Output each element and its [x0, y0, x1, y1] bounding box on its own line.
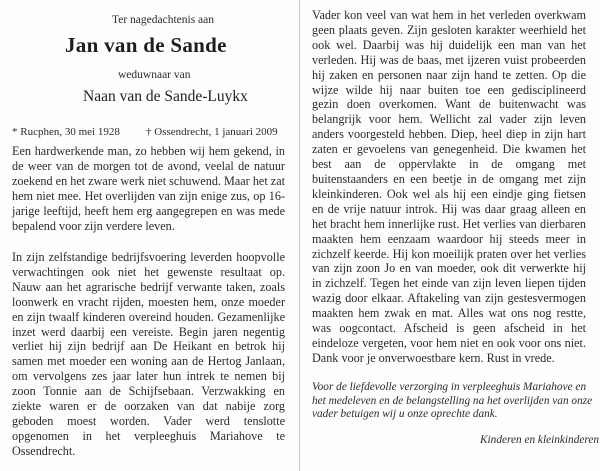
biography-paragraph-1: Een hardwerkende man, zo hebben wij hem gekend, in de weer van de morgen tot de avond, veelal de natuur zoekend en het zware werk niet schuwend. Maar het zat hem niet mee. Het overlijden van zijn enige zus, op 16-jarige leeftijd, heeft hem erg aangegrepen en was mede bepalend voor zijn verdere leven. — [12, 144, 285, 233]
thank-you-note: Voor de liefdevolle verzorging in verpleeghuis Mariahove en het medeleven en de belangstelling na het overlijden van onze vader betuigen wij u onze oprechte dank. — [312, 381, 593, 421]
deceased-name: Jan van de Sande — [65, 33, 227, 57]
in-memory-heading: Ter nagedachtenis aan — [112, 14, 215, 26]
death-info: † Ossendrecht, 1 januari 2009 — [146, 126, 278, 138]
biography-paragraph-3: Vader kon veel van wat hem in het verleden overkwam geen plaats geven. Zijn gesloten karakter weerhield het ook wel. Daarbij was hij duidelijk een man van het verleden. Hij was de baas, met ijzeren vuist probeerden hij zaken en personen naar zijn hand te zetten. Op die wijze wilde hij naar buiten toe een gedisciplineerd gezin doen overkomen. Want de buitenwacht was belangrijk voor hem. Wellicht zal vader zijn leven anders voorgesteld hebben. Diep, heel diep in zijn hart zaten er gevoelens van genegenheid. Die kwamen het best aan de oppervlakte in de omgang met buitenstaanders en een beetje in de omgang met zijn kleinkinderen. Ook wel als hij een eindje ging fietsen en de vrije natuur introk. Hij was daar graag alleen en het bracht hem innerlijke rust. Het verlies van dierbaren maakten hem eenzaam waardoor hij steeds meer in zichzelf keerde. Hij kon moeilijk praten over het verlies van zijn zoon Jo en van moeder, ook dit verwerkte hij in zichzelf. Tegen het einde van zijn leven liepen tijden wazig door elkaar. Aftakeling van zijn gestesvermogen maakten hem zwak en mat. Alles wat ons nog restte, was oogcontact. Afscheid is geen afscheid in het eindeloze vergeten, voor hem niet en ook voor ons niet. Dank voor je onverwoestbare kern. Rust in vrede. — [312, 8, 586, 365]
biography-paragraph-2: In zijn zelfstandige bedrijfsvoering leverden hoopvolle verwachtingen ook niet het gewenste resultaat op. Nauw aan het agrarische bedrijf verwante taken, zoals loonwerk en vracht rijden, moesten hem, onze moeder en zijn twaalf kinderen overeind houden. Gezamenlijke inzet werd daarbij een vereiste. Begin jaren negentig verliet hij zijn bedrijf aan De Heikant en betrok hij samen met moeder een woning aan de Hertog Janlaan, om vervolgens zes jaar later hun intrek te nemen bij zoon Tonnie aan de Schijfsebaan. Verzwakking en ziekte waren er de oorzaken van dat nabije zorg geboden moest worden. Vader werd tenslotte opgenomen in het verpleeghuis Mariahove te Ossendrecht. — [12, 250, 285, 458]
signature: Kinderen en kleinkinderen — [480, 434, 599, 446]
card-fold-divider — [299, 0, 300, 471]
birth-info: * Rucphen, 30 mei 1928 — [12, 126, 120, 138]
widower-of-label: weduwnaar van — [118, 69, 191, 81]
spouse-name: Naan van de Sande-Luykx — [83, 88, 248, 105]
